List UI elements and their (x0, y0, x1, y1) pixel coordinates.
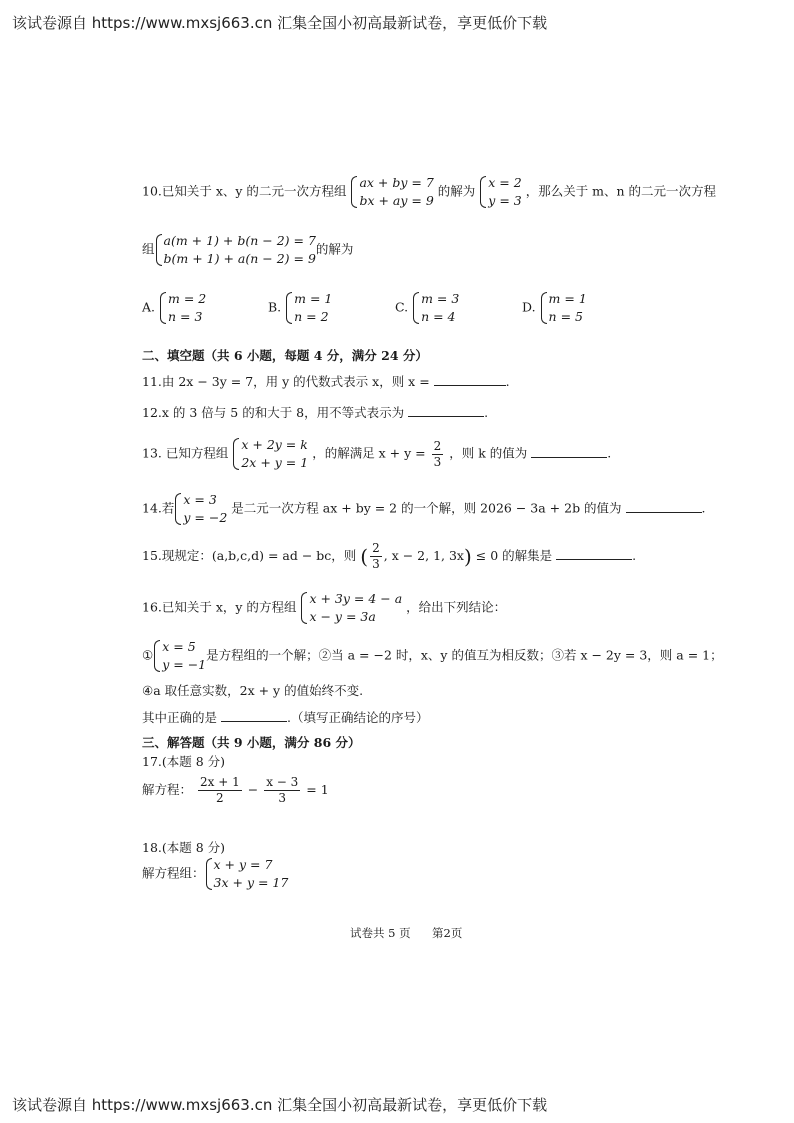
footer-total-pages: 试卷共 5 页 (350, 926, 411, 940)
q16-answer-blank[interactable] (221, 721, 287, 722)
question-18-title: 18.(本题 8 分) (142, 840, 226, 855)
q12-answer-blank[interactable] (408, 416, 484, 417)
q13-fraction: $\frac{2}{3}$ (433, 438, 442, 469)
q15-fraction: $\frac{2}{3}$ (372, 541, 380, 571)
q16-answer-line: 其中正确的是 .（填写正确结论的序号） (142, 710, 429, 725)
q16-conclusion-4: ④a 取任意实数，2x + y 的值始终不变. (142, 683, 364, 698)
q16-conclusion1-system: x = 5 y = −1 (153, 638, 206, 674)
q10-text-a: 10.已知关于 x、y 的二元一次方程组 (142, 183, 347, 199)
q10-option-b: B. m = 1 n = 2 (268, 291, 333, 324)
q16-conclusions-line1: ① x = 5 y = −1 是方程组的一个解；②当 a = −2 时，x、y 的值互为相反数；③若 x − 2y = 3，则 a = 1； (142, 639, 723, 672)
q13-answer-blank[interactable] (531, 457, 607, 458)
question-11: 11.由 2x − 3y = 7，用 y 的代数式表示 x，则 x = . (142, 374, 510, 389)
question-18-equation: 解方程组： x + y = 7 3x + y = 17 (142, 857, 289, 890)
question-10-line1 (142, 174, 716, 210)
q10-option-a: A. m = 2 n = 3 (142, 291, 207, 324)
q17-fraction-1: $\frac{2x + 1}{2}$ (200, 775, 240, 805)
question-14: 14.若 x = 3 y = −2 是二元一次方程 ax + by = 2 的一个解，则 2026 − 3a + 2b 的值为 . (142, 492, 706, 525)
question-17-equation: 解方程： $\frac{2x + 1}{2}$ − $\frac{x - 3}{3}$ = 1 (142, 775, 329, 805)
question-10-line2: 组 a(m + 1) + b(n − 2) = 7 b(m + 1) + a(n − 2) = 9 的解为 (142, 233, 354, 266)
q15-answer-blank[interactable] (556, 559, 632, 560)
question-13: 13. 已知方程组 x + 2y = k 2x + y = 1 ，的解满足 x + y = $\frac{2}{3}$ ，则 k 的值为 . (142, 437, 612, 470)
question-15: 15.现规定：(a,b,c,d) = ad − bc，则 ( $\frac{2}{3}$ , x − 2, 1, 3x) ≤ 0 的解集是 . (142, 541, 637, 571)
q10-text-b: 的解为 (437, 183, 476, 199)
question-17-title: 17.(本题 8 分) (142, 754, 226, 769)
watermark-bottom: 该试卷源自 https://www.mxsj663.cn 汇集全国小初高最新试卷，享更低价下载 (12, 1096, 548, 1114)
q14-answer-blank[interactable] (626, 512, 702, 513)
section-3-heading: 三、解答题（共 9 小题，满分 86 分） (142, 735, 361, 750)
watermark-top: 该试卷源自 https://www.mxsj663.cn 汇集全国小初高最新试卷，享更低价下载 (12, 14, 548, 32)
q17-fraction-2: $\frac{x - 3}{3}$ (266, 775, 299, 805)
q13-system: x + 2y = k 2x + y = 1 (232, 436, 308, 472)
q10-system-1: ax + by = 7 bx + ay = 9 (350, 174, 433, 210)
section-2-heading: 二、填空题（共 6 小题，每题 4 分，满分 24 分） (142, 348, 428, 363)
question-12: 12.x 的 3 倍与 5 的和大于 8，用不等式表示为 . (142, 405, 489, 420)
q10-text-c: ，那么关于 m、n 的二元一次方程 (525, 183, 717, 199)
q10-option-d: D. m = 1 n = 5 (522, 291, 587, 324)
q11-answer-blank[interactable] (434, 385, 506, 386)
q14-system: x = 3 y = −2 (174, 491, 227, 527)
question-16: 16.已知关于 x，y 的方程组 x + 3y = 4 − a x − y = 3a ，给出下列结论： (142, 591, 507, 624)
footer-page-number: 第2页 (432, 926, 463, 940)
q18-system: x + y = 7 3x + y = 17 (205, 856, 289, 892)
q10-system-2: a(m + 1) + b(n − 2) = 7 b(m + 1) + a(n − 2) = 9 (155, 232, 316, 268)
q16-system: x + 3y = 4 − a x − y = 3a (300, 590, 402, 626)
q10-option-c: C. m = 3 n = 4 (395, 291, 460, 324)
q10-solution: x = 2 y = 3 (479, 174, 521, 210)
